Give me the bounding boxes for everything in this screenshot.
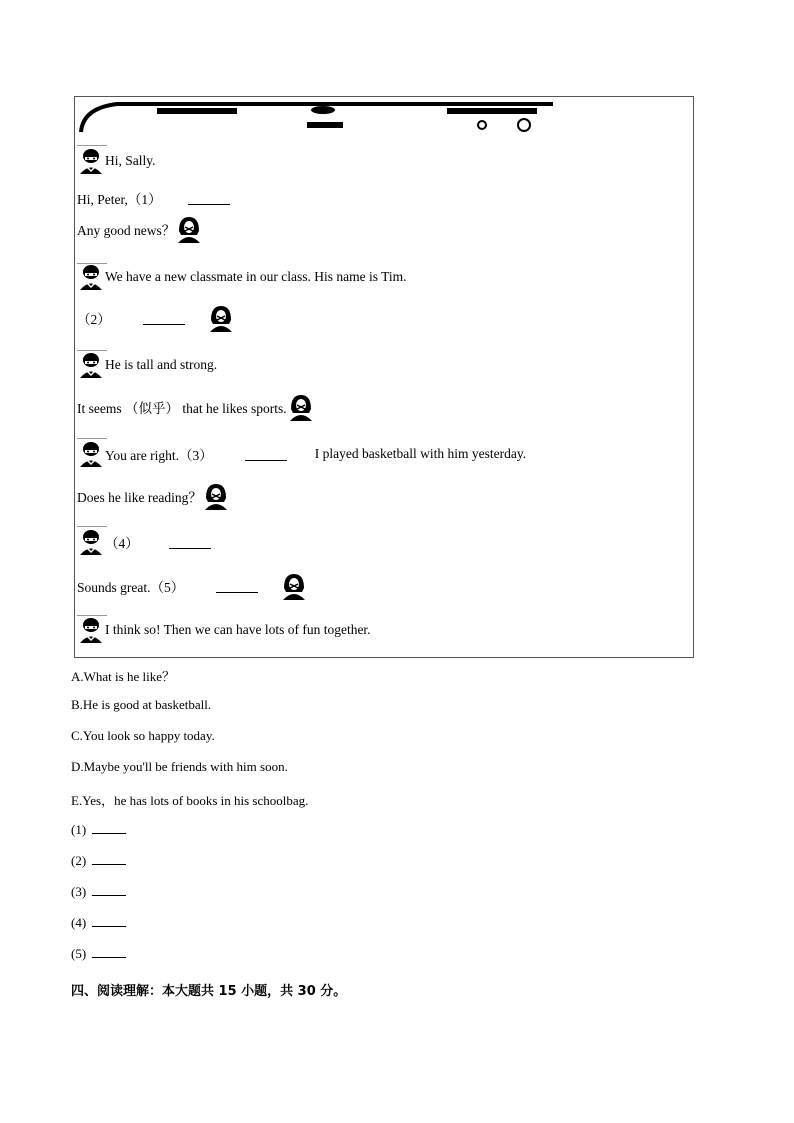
boy-avatar-icon (77, 263, 105, 291)
answer-number: (5) (71, 946, 87, 961)
answer-blank-4[interactable] (169, 536, 211, 549)
option-a: A.What is he like？ (71, 669, 175, 684)
option-c: C.You look so happy today. (71, 728, 215, 743)
girl-avatar-icon (287, 393, 315, 421)
answer-line-5[interactable] (71, 946, 126, 962)
answer-blank-1[interactable] (188, 192, 230, 205)
option-b: B.He is good at basketball. (71, 697, 212, 712)
boy-avatar-icon (77, 528, 105, 556)
answer-blank-2[interactable] (143, 312, 185, 325)
chat-line-sally (77, 482, 230, 510)
chat-line-peter (77, 616, 371, 644)
answer-blank[interactable] (92, 915, 126, 927)
answer-number: (1) (71, 822, 87, 837)
answer-number: (3) (71, 884, 87, 899)
chat-line-sally (77, 393, 315, 421)
girl-avatar-icon (280, 572, 308, 600)
chat-text: Does he like reading？ (77, 490, 202, 505)
chat-text: Sounds great.（5） (77, 580, 185, 595)
chat-text: Any good news？ (77, 223, 176, 238)
chat-dialogue-box (74, 96, 694, 658)
option-d: D.Maybe you'll be friends with him soon. (71, 759, 288, 774)
option-e: E.Yes，he has lots of books in his schoolbag. (71, 793, 309, 808)
chat-line-sally (77, 215, 203, 243)
section-heading: 四、阅读理解：本大题共 15 小题，共 30 分。 (71, 984, 347, 999)
boy-avatar-icon (77, 351, 105, 379)
speaker-divider (77, 438, 107, 439)
chat-line-peter (77, 147, 156, 175)
chat-text: He is tall and strong. (105, 357, 218, 372)
chat-text: I think so! Then we can have lots of fun together. (105, 622, 371, 637)
speaker-divider (77, 145, 107, 146)
answer-blank[interactable] (92, 946, 126, 958)
girl-avatar-icon (207, 304, 235, 332)
answer-line-3[interactable] (71, 884, 126, 900)
chat-text: We have a new classmate in our class. His name is Tim. (105, 269, 407, 284)
chat-text: It seems （似乎） that he likes sports. (77, 401, 287, 416)
answer-number: (4) (71, 915, 87, 930)
chat-line-peter (77, 528, 211, 556)
phone-status-bar-icon (77, 98, 553, 134)
chat-line-peter (77, 263, 406, 291)
chat-text: I played basketball with him yesterday. (314, 446, 527, 461)
chat-line-sally (77, 304, 235, 332)
speaker-divider (77, 526, 107, 527)
chat-line-sally (77, 188, 230, 208)
answer-line-4[interactable] (71, 915, 126, 931)
answer-line-1[interactable] (71, 822, 126, 838)
chat-line-peter (77, 440, 526, 468)
chat-text: （4） (105, 536, 139, 551)
answer-number: (2) (71, 853, 87, 868)
chat-line-sally (77, 572, 308, 600)
chat-text: Hi, Sally. (105, 153, 156, 168)
answer-line-2[interactable] (71, 853, 126, 869)
answer-blank-3[interactable] (245, 448, 287, 461)
boy-avatar-icon (77, 440, 105, 468)
answer-blank[interactable] (92, 822, 126, 834)
chat-text: Hi, Peter,（1） (77, 192, 162, 207)
chat-text: You are right.（3） (105, 448, 213, 463)
chat-text: （2） (77, 312, 111, 327)
answer-blank[interactable] (92, 853, 126, 865)
answer-blank-5[interactable] (216, 580, 258, 593)
boy-avatar-icon (77, 616, 105, 644)
chat-line-peter (77, 351, 217, 379)
girl-avatar-icon (202, 482, 230, 510)
girl-avatar-icon (175, 215, 203, 243)
boy-avatar-icon (77, 147, 105, 175)
answer-blank[interactable] (92, 884, 126, 896)
